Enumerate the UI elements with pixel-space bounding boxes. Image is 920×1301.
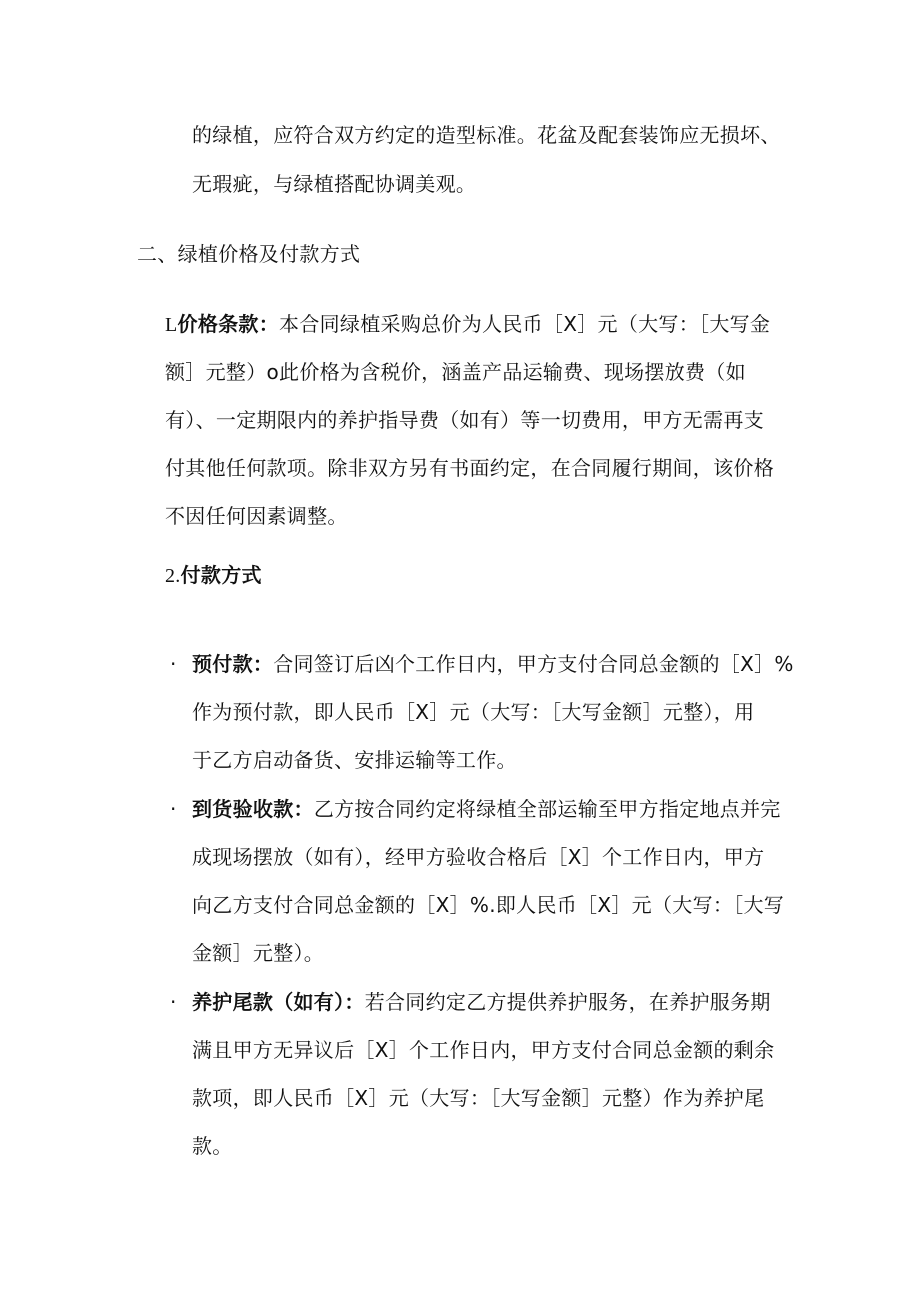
maintenance-line-3: 款项，即人民币［X］元（大写：［大写金额］元整）作为养护尾	[192, 1086, 765, 1110]
bullet-marker: ·	[170, 797, 177, 821]
delivery-line-4: 金额］元整）。	[192, 941, 325, 965]
payment-number: 2.	[165, 565, 181, 587]
bullet-marker: ·	[170, 990, 177, 1014]
price-line-2: 额］元整）o此价格为含税价，涵盖产品运输费、现场摆放费（如	[165, 360, 746, 384]
prepay-title: 预付款：	[192, 652, 274, 676]
maintenance-line-2: 满且甲方无异议后［X］个工作日内，甲方支付合同总金额的剩余	[192, 1038, 775, 1062]
prepay-line-1	[192, 652, 794, 676]
maintenance-title: 养护尾款（如有）：	[192, 990, 365, 1014]
price-text-1: 本合同绿植采购总价为人民币［X］元（大写：［大写金	[279, 312, 771, 336]
price-line-5: 不因任何因素调整。	[165, 504, 348, 528]
price-line-3: 有）、一定期限内的养护指导费（如有）等一切费用，甲方无需再支	[165, 408, 764, 432]
delivery-line-1	[192, 797, 781, 821]
maintenance-line-1	[192, 990, 771, 1014]
delivery-text-1: 乙方按合同约定将绿植全部运输至甲方指定地点并完	[313, 797, 781, 821]
maintenance-line-4: 款。	[192, 1134, 233, 1158]
delivery-title: 到货验收款：	[192, 797, 314, 821]
price-line-4: 付其他任何款项。除非双方另有书面约定，在合同履行期间，该价格	[165, 456, 774, 480]
price-line-1	[165, 312, 770, 337]
prepay-line-2: 作为预付款，即人民币［X］元（大写：［大写金额］元整），用	[192, 700, 755, 724]
delivery-line-3: 向乙方支付合同总金额的［X］%.即人民币［X］元（大写：［大写	[192, 893, 785, 917]
payment-heading	[165, 563, 262, 588]
prepay-line-3: 于乙方启动备货、安排运输等工作。	[192, 748, 517, 772]
bullet-marker: ·	[170, 652, 177, 676]
payment-title: 付款方式	[180, 563, 262, 587]
price-title: 价格条款：	[177, 312, 280, 336]
maintenance-text-1: 若合同约定乙方提供养护服务，在养护服务期	[364, 990, 771, 1014]
section-heading: 二、绿植价格及付款方式	[137, 242, 361, 266]
intro-line-1: 的绿植，应符合双方约定的造型标准。花盆及配套装饰应无损坏、	[192, 123, 781, 147]
delivery-line-2: 成现场摆放（如有），经甲方验收合格后［X］个工作日内，甲方	[192, 845, 765, 869]
price-number: L	[165, 314, 178, 336]
intro-line-2: 无瑕疵，与绿植搭配协调美观。	[192, 172, 477, 196]
prepay-text-1: 合同签订后凶个工作日内，甲方支付合同总金额的［X］%	[273, 652, 794, 676]
